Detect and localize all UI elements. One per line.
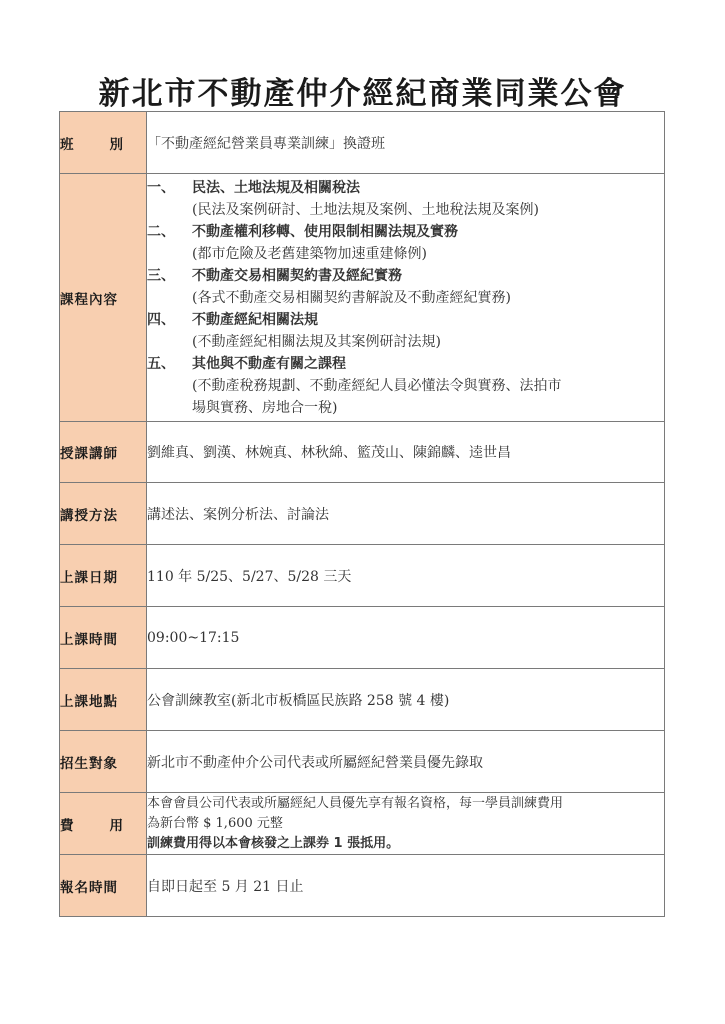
course-num: 一、 <box>147 179 175 196</box>
label-registration: 報名時間 <box>60 855 147 917</box>
label-instructors: 授課講師 <box>60 422 147 483</box>
fee-note: 訓練費用得以本會核發之上課券 1 張抵用。 <box>147 835 400 851</box>
label-course: 課程內容 <box>60 174 147 422</box>
label-target: 招生對象 <box>60 731 147 793</box>
label-class-a: 班 <box>60 136 75 153</box>
row-location <box>60 669 665 731</box>
course-num: 五、 <box>147 355 175 372</box>
row-date <box>60 545 665 607</box>
row-target <box>60 731 665 793</box>
value-time: 09:00~17:15 <box>147 607 665 669</box>
value-course <box>147 174 665 422</box>
row-time <box>60 607 665 669</box>
label-fee-b: 用 <box>109 817 124 834</box>
label-class <box>60 112 147 174</box>
row-method <box>60 483 665 545</box>
course-desc: (不動產經紀相關法規及其案例研討法規) <box>192 333 441 350</box>
label-time: 上課時間 <box>60 607 147 669</box>
course-num: 四、 <box>147 311 175 328</box>
course-title: 不動產交易相關契約書及經紀實務 <box>192 267 402 284</box>
course-desc: (各式不動產交易相關契約書解說及不動產經紀實務) <box>192 289 511 306</box>
label-location: 上課地點 <box>60 669 147 731</box>
row-course <box>60 174 665 422</box>
course-title: 不動產權利移轉、使用限制相關法規及實務 <box>192 223 458 240</box>
label-method: 講授方法 <box>60 483 147 545</box>
value-method: 講述法、案例分析法、討論法 <box>147 483 665 545</box>
fee-line-1: 本會會員公司代表或所屬經紀人員優先享有報名資格，每一學員訓練費用 <box>147 795 564 811</box>
row-fee <box>60 793 665 855</box>
value-instructors: 劉維真、劉漢、林婉真、林秋綿、籃茂山、陳錦麟、逵世昌 <box>147 422 665 483</box>
label-class-b: 別 <box>109 136 124 153</box>
course-desc: (民法及案例研討、土地法規及案例、土地稅法規及案例) <box>192 201 539 218</box>
course-item <box>147 309 664 353</box>
value-fee <box>147 793 665 855</box>
course-title: 其他與不動產有關之課程 <box>192 355 346 372</box>
row-registration <box>60 855 665 917</box>
course-item <box>147 265 664 309</box>
course-num: 二、 <box>147 223 175 240</box>
course-title: 民法、土地法規及相關稅法 <box>192 179 360 196</box>
course-item <box>147 353 664 419</box>
row-instructors <box>60 422 665 483</box>
course-item <box>147 221 664 265</box>
page-title: 新北市不動產仲介經紀商業同業公會 <box>98 76 627 112</box>
course-desc: 場與實務、房地合一稅) <box>192 399 338 416</box>
label-fee-a: 費 <box>60 817 75 834</box>
row-class <box>60 112 665 174</box>
value-class: 「不動產經紀營業員專業訓練」換證班 <box>147 112 665 174</box>
course-desc: (不動產稅務規劃、不動產經紀人員必懂法令與實務、法拍市 <box>192 377 562 394</box>
course-title: 不動產經紀相關法規 <box>192 311 318 328</box>
course-info-table <box>59 111 665 917</box>
value-target: 新北市不動產仲介公司代表或所屬經紀營業員優先錄取 <box>147 731 665 793</box>
course-item <box>147 177 664 221</box>
value-date: 110 年 5/25、5/27、5/28 三天 <box>147 545 665 607</box>
course-desc: (都市危險及老舊建築物加速重建條例) <box>192 245 427 262</box>
label-date: 上課日期 <box>60 545 147 607</box>
value-location: 公會訓練教室(新北市板橋區民族路 258 號 4 樓) <box>147 669 665 731</box>
label-fee <box>60 793 147 855</box>
course-num: 三、 <box>147 267 175 284</box>
value-registration: 自即日起至 5 月 21 日止 <box>147 855 665 917</box>
fee-line-2: 為新台幣 $ 1,600 元整 <box>147 815 283 831</box>
